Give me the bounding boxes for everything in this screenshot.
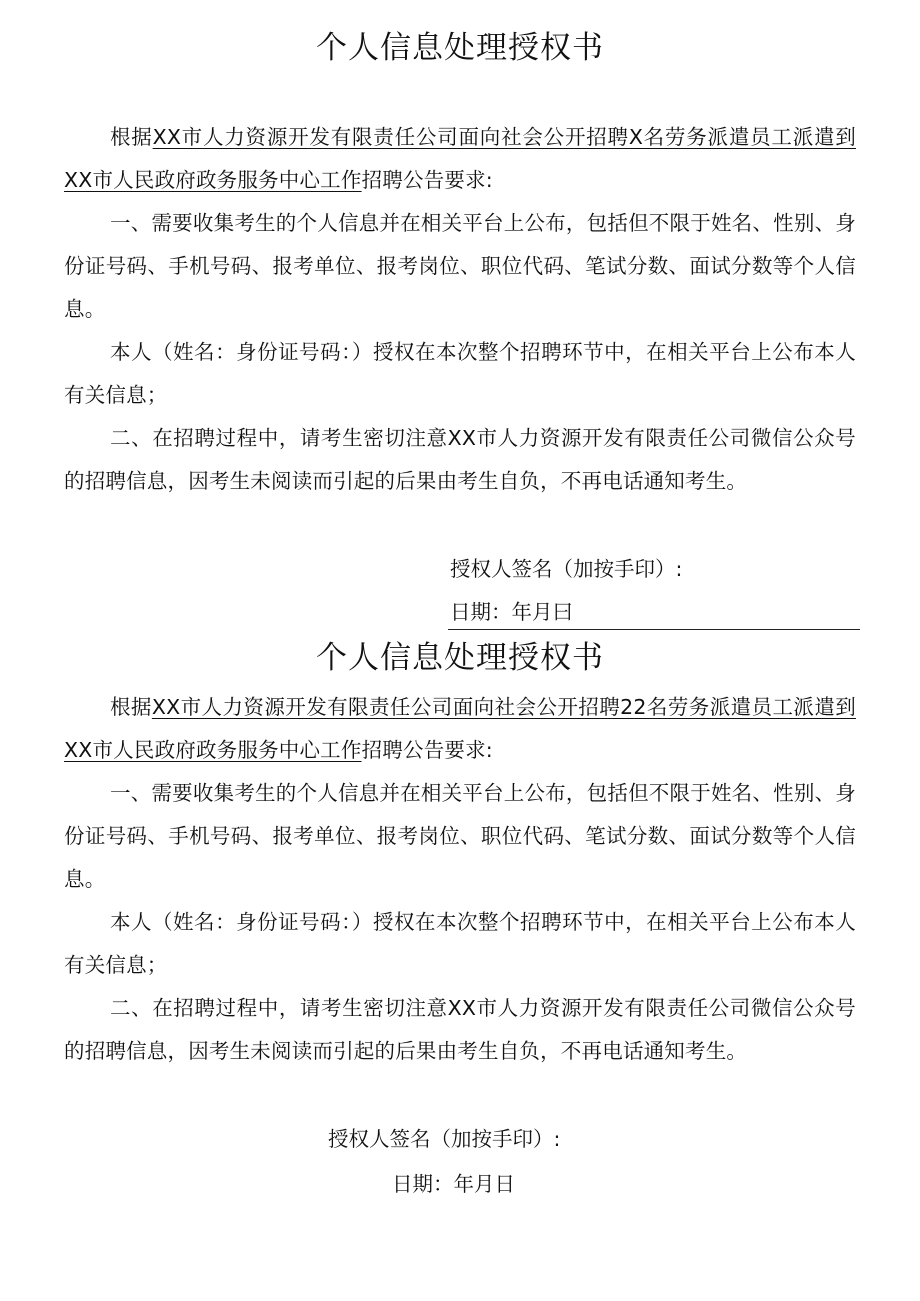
- doc1-paragraph-3: 本人（姓名：身份证号码：）授权在本次整个招聘环节中，在相关平台上公布本人有关信息；: [64, 340, 856, 407]
- doc1-signature-line: 授权人签名（加按手印）:: [450, 557, 683, 581]
- doc1-date-line: 日期：年月曰: [450, 600, 573, 624]
- section-divider: [448, 629, 860, 630]
- doc2-paragraph-2: 一、需要收集考生的个人信息并在相关平台上公布，包括但不限于姓名、性别、身份证号码、手机号码、报考单位、报考岗位、职位代码、笔试分数、面试分数等个人信息。: [64, 781, 856, 891]
- doc2-p1-tail: 招聘公告要求:: [361, 738, 493, 762]
- doc1-p1-lead: 根据: [110, 125, 153, 149]
- doc2-paragraph-4: 二、在招聘过程中，请考生密切注意XX市人力资源开发有限责任公司微信公众号的招聘信息，因考生未阅读而引起的后果由考生自负，不再电话通知考生。: [64, 996, 856, 1063]
- doc2-paragraph-3: 本人（姓名：身份证号码：）授权在本次整个招聘环节中，在相关平台上公布本人有关信息；: [64, 910, 856, 977]
- doc2-paragraph-1: [64, 686, 856, 772]
- doc1-paragraph-2: 一、需要收集考生的个人信息并在相关平台上公布，包括但不限于姓名、性别、身份证号码、手机号码、报考单位、报考岗位、职位代码、笔试分数、面试分数等个人信息。: [64, 211, 856, 321]
- doc2-body: [64, 686, 856, 1073]
- doc2-p1-lead: 根据: [110, 695, 152, 719]
- doc1-body: [64, 116, 856, 503]
- doc1-paragraph-4: 二、在招聘过程中，请考生密切注意XX市人力资源开发有限责任公司微信公众号的招聘信息，因考生未阅读而引起的后果由考生自负，不再电话通知考生。: [64, 426, 856, 493]
- doc1-paragraph-1: [64, 116, 856, 202]
- doc1-title: 个人信息处理授权书: [316, 30, 604, 66]
- doc2-title: 个人信息处理授权书: [316, 640, 604, 676]
- doc2-signature-line: 授权人签名（加按手印）:: [328, 1127, 561, 1151]
- doc1-p1-underlined-text: XX市人力资源开发有限责任公司面向社会公开招聘X名劳务派遣员工派遣到XX市人民政府政务服务中心工作: [64, 125, 856, 192]
- doc2-p1-underlined-text: XX市人力资源开发有限责任公司面向社会公开招聘22名劳务派遣员工派遣到XX市人民政府政务服务中心工作: [64, 695, 857, 762]
- doc1-p1-tail: 招聘公告要求:: [361, 168, 493, 192]
- doc2-date-line: 日期：年月日: [392, 1172, 515, 1196]
